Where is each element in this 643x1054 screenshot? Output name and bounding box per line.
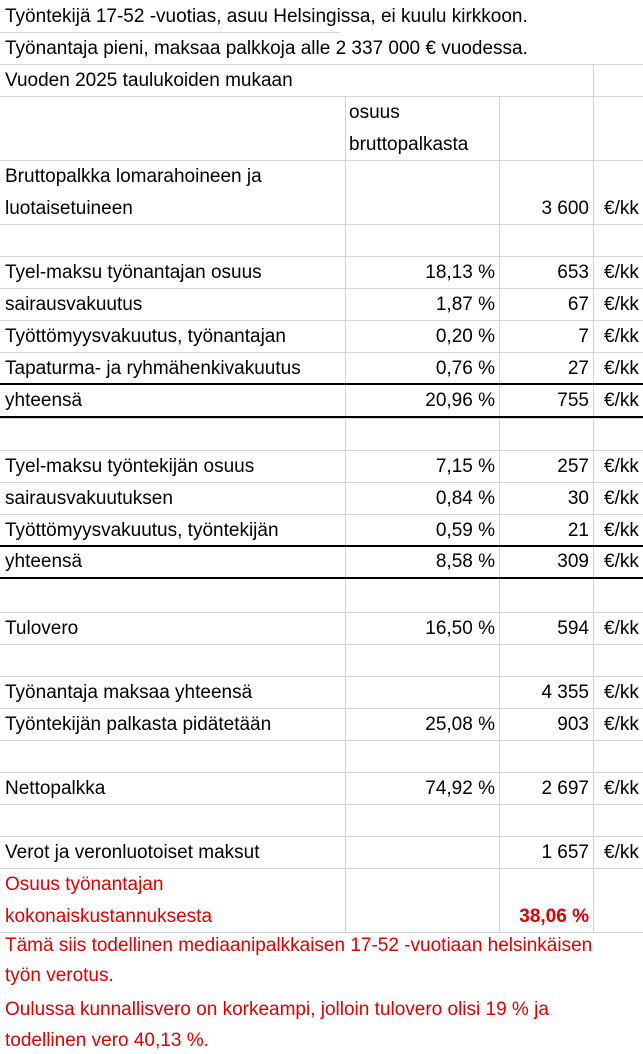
- employer-row-amount: 7: [578, 326, 589, 347]
- employer-row-pct: 0,76 %: [435, 358, 495, 379]
- gross-amount: 3 600: [541, 198, 589, 219]
- tax-label: Tulovero: [5, 618, 79, 639]
- net-label: Nettopalkka: [5, 778, 106, 799]
- share-label-line-2: kokonaiskustannuksesta: [5, 906, 213, 927]
- header-line-1: Työntekijä 17-52 -vuotias, asuu Helsingissa, ei kuulu kirkkoon.: [5, 6, 528, 27]
- taxes-total-label: Verot ja veronluotoiset maksut: [5, 842, 260, 863]
- gridline: [0, 836, 643, 837]
- employer-total-label: yhteensä: [5, 390, 83, 411]
- taxes-total-amount: 1 657: [541, 842, 589, 863]
- note-1-line-1: Tämä siis todellinen mediaanipalkkaisen 17-52 -vuotiaan helsinkäisen: [5, 935, 593, 956]
- employee-row-label: sairausvakuutuksen: [5, 488, 173, 509]
- unit-label: €/kk: [604, 198, 639, 219]
- column-header-line-1: osuus: [349, 102, 400, 123]
- note-2-line-2: todellinen vero 40,13 %.: [5, 1030, 209, 1051]
- unit-label: €/kk: [604, 456, 639, 477]
- employer-total-cost-label: Työnantaja maksaa yhteensä: [5, 682, 253, 703]
- employee-row-label: Työttömyysvakuutus, työntekijän: [5, 520, 279, 541]
- share-label-line-1: Osuus työnantajan: [5, 874, 164, 895]
- gross-label-line-1: Bruttopalkka lomarahoineen ja: [5, 166, 262, 187]
- employee-row-pct: 0,84 %: [435, 488, 495, 509]
- unit-label: €/kk: [604, 520, 639, 541]
- gridline: [0, 450, 643, 451]
- employee-row-pct: 7,15 %: [435, 456, 495, 477]
- note-2-line-1: Oulussa kunnallisvero on korkeampi, jolloin tulovero olisi 19 % ja: [5, 999, 549, 1020]
- tax-pct: 16,50 %: [425, 618, 495, 639]
- gridline: [0, 740, 643, 741]
- employer-row-amount: 653: [557, 262, 589, 283]
- unit-label: €/kk: [604, 551, 639, 572]
- gridline: [0, 868, 643, 869]
- employer-row-label: sairausvakuutus: [5, 294, 143, 315]
- net-pct: 74,92 %: [425, 778, 495, 799]
- unit-label: €/kk: [604, 778, 639, 799]
- gridline: [593, 0, 594, 1054]
- gridline: [0, 676, 643, 677]
- share-value: 38,06 %: [519, 906, 589, 927]
- unit-label: €/kk: [604, 488, 639, 509]
- gridline: [0, 708, 643, 709]
- employer-row-pct: 1,87 %: [435, 294, 495, 315]
- employer-row-pct: 18,13 %: [425, 262, 495, 283]
- employer-row-amount: 67: [567, 294, 589, 315]
- gridline: [0, 96, 643, 97]
- employer-row-label: Tyel-maksu työnantajan osuus: [5, 262, 262, 283]
- gridline: [0, 320, 643, 321]
- gridline: [0, 612, 643, 613]
- header-line-3: Vuoden 2025 taulukoiden mukaan: [5, 70, 293, 91]
- gridline: [0, 772, 643, 773]
- unit-label: €/kk: [604, 294, 639, 315]
- gridline: [0, 64, 643, 65]
- employee-row-amount: 257: [557, 456, 589, 477]
- net-amount: 2 697: [541, 778, 589, 799]
- unit-label: €/kk: [604, 390, 639, 411]
- gridline: [0, 514, 643, 515]
- employer-row-label: Tapaturma- ja ryhmähenkivakuutus: [5, 358, 301, 379]
- employee-total-amount: 309: [557, 551, 589, 572]
- employee-row-pct: 0,59 %: [435, 520, 495, 541]
- total-border-top: [0, 383, 643, 385]
- unit-label: €/kk: [604, 358, 639, 379]
- gridline: [0, 804, 643, 805]
- withheld-pct: 25,08 %: [425, 714, 495, 735]
- unit-label: €/kk: [604, 326, 639, 347]
- employee-row-amount: 21: [567, 520, 589, 541]
- employer-total-cost-amount: 4 355: [541, 682, 589, 703]
- gross-label-line-2: luotaisetuineen: [5, 198, 133, 219]
- overflow-area: [340, 65, 505, 96]
- employee-row-label: Tyel-maksu työntekijän osuus: [5, 456, 255, 477]
- header-line-2: Työnantaja pieni, maksaa palkkoja alle 2 337 000 € vuodessa.: [5, 38, 528, 59]
- gridline: [0, 256, 643, 257]
- gridline: [0, 482, 643, 483]
- gridline: [0, 160, 643, 161]
- withheld-amount: 903: [557, 714, 589, 735]
- note-1-line-2: työn verotus.: [5, 965, 114, 986]
- gridline: [0, 352, 643, 353]
- employer-total-pct: 20,96 %: [425, 390, 495, 411]
- column-header-line-2: bruttopalkasta: [349, 134, 469, 155]
- unit-label: €/kk: [604, 262, 639, 283]
- employer-row-amount: 27: [567, 358, 589, 379]
- total-border-bottom: [0, 416, 643, 418]
- employee-total-label: yhteensä: [5, 551, 83, 572]
- gridline: [0, 224, 643, 225]
- withheld-label: Työntekijän palkasta pidätetään: [5, 714, 272, 735]
- tax-amount: 594: [557, 618, 589, 639]
- gridline: [0, 288, 643, 289]
- unit-label: €/kk: [604, 842, 639, 863]
- gridline: [0, 418, 643, 419]
- unit-label: €/kk: [604, 714, 639, 735]
- employee-total-pct: 8,58 %: [435, 551, 495, 572]
- employer-row-pct: 0,20 %: [435, 326, 495, 347]
- employer-row-label: Työttömyysvakuutus, työnantajan: [5, 326, 286, 347]
- unit-label: €/kk: [604, 682, 639, 703]
- employee-row-amount: 30: [567, 488, 589, 509]
- employer-total-amount: 755: [557, 390, 589, 411]
- unit-label: €/kk: [604, 618, 639, 639]
- total-border-bottom: [0, 577, 643, 579]
- total-border-top: [0, 545, 643, 547]
- gridline: [0, 644, 643, 645]
